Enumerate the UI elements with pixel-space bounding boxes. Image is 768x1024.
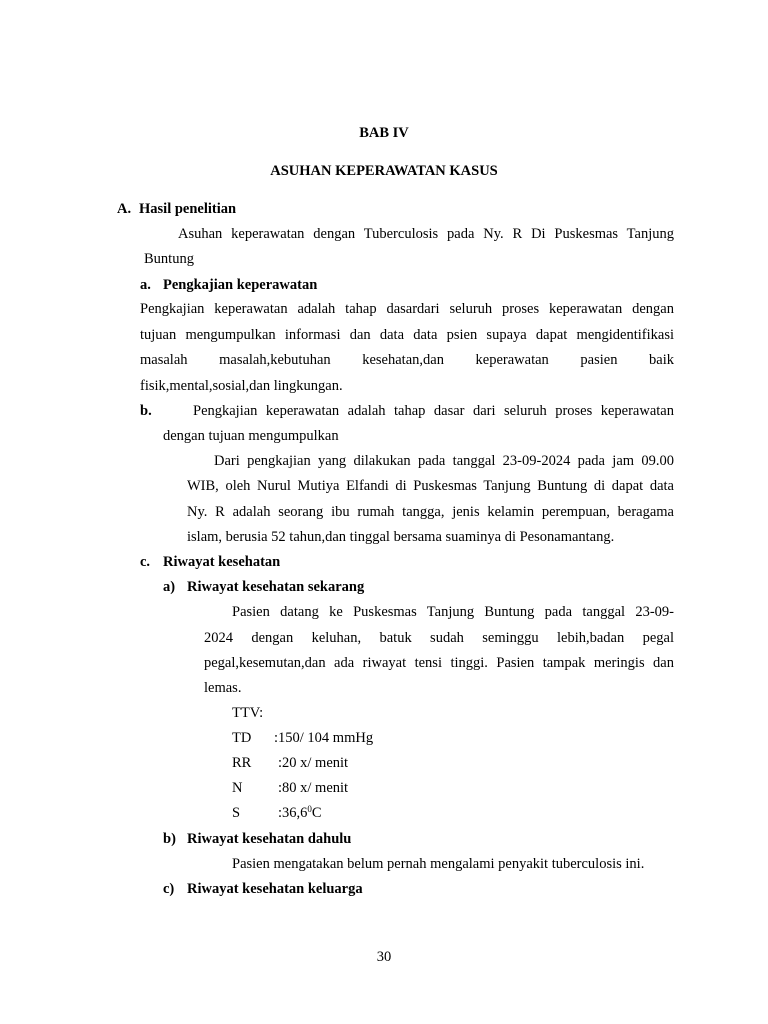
item-b-para-line-4: islam, berusia 52 tahun,dan tinggal bersama suaminya di Pesonamantang. [187, 529, 615, 545]
item-a-marker: a. [140, 277, 151, 293]
vital-value: :20 x/ menit [278, 755, 349, 771]
ttv-label: TTV: [232, 705, 264, 721]
sub-a-line-2: 2024 dengan keluhan, batuk sudah seminggu lebih,badan pegal [204, 630, 674, 646]
sub-a-line-4: lemas. [204, 680, 242, 696]
sub-b-title: Riwayat kesehatan dahulu [187, 831, 352, 847]
item-b-line-1: Pengkajian keperawatan adalah tahap dasar dari seluruh proses keperawatan [193, 403, 674, 419]
sub-a-line-1: Pasien datang ke Puskesmas Tanjung Buntung pada tanggal 23-09- [232, 604, 674, 620]
vital-value: :80 x/ menit [278, 780, 349, 796]
item-a-line-4: fisik,mental,sosial,dan lingkungan. [140, 378, 343, 394]
item-c-title: Riwayat kesehatan [163, 554, 281, 570]
item-c-marker: c. [140, 554, 151, 570]
temperature-unit: C [311, 805, 322, 821]
vital-label: S [232, 805, 241, 821]
sub-b-text: Pasien mengatakan belum pernah mengalami penyakit tuberculosis ini. [232, 856, 645, 872]
vital-value-temperature [278, 804, 322, 822]
vital-label: TD [232, 730, 252, 746]
section-a-title: Hasil penelitian [139, 201, 237, 217]
item-a-title: Pengkajian keperawatan [163, 277, 318, 293]
chapter-heading: BAB IV [359, 125, 409, 141]
item-b-marker: b. [140, 403, 152, 419]
item-a-line-3: masalah masalah,kebutuhan kesehatan,dan keperawatan pasien baik [140, 352, 674, 368]
section-a-marker: A. [117, 201, 132, 217]
temperature-number: :36,6 [278, 805, 308, 821]
sub-c-title: Riwayat kesehatan keluarga [187, 881, 363, 897]
vital-label: RR [232, 755, 252, 771]
vital-value: :150/ 104 mmHg [274, 730, 374, 746]
item-b-line-2: dengan tujuan mengumpulkan [163, 428, 339, 444]
intro-line-2: Buntung [144, 251, 194, 267]
sub-a-marker: a) [163, 579, 176, 595]
degree-superscript: 0 [307, 804, 312, 814]
sub-c-marker: c) [163, 881, 175, 897]
item-b-para-line-3: Ny. R adalah seorang ibu rumah tangga, jenis kelamin perempuan, beragama [187, 504, 674, 520]
sub-b-marker: b) [163, 831, 176, 847]
sub-a-line-3: pegal,kesemutan,dan ada riwayat tensi tinggi. Pasien tampak meringis dan [204, 655, 674, 671]
page-number: 30 [376, 949, 392, 965]
sub-a-title: Riwayat kesehatan sekarang [187, 579, 365, 595]
item-a-line-2: tujuan mengumpulkan informasi dan data data psien supaya dapat mengidentifikasi [140, 327, 674, 343]
chapter-title: ASUHAN KEPERAWATAN KASUS [270, 163, 498, 179]
vital-label: N [232, 780, 243, 796]
item-a-line-1: Pengkajian keperawatan adalah tahap dasardari seluruh proses keperawatan dengan [140, 301, 674, 317]
item-b-para-line-2: WIB, oleh Nurul Mutiya Elfandi di Puskesmas Tanjung Buntung di dapat data [187, 478, 674, 494]
item-b-para-line-1: Dari pengkajian yang dilakukan pada tanggal 23-09-2024 pada jam 09.00 [214, 453, 674, 469]
intro-line-1: Asuhan keperawatan dengan Tuberculosis pada Ny. R Di Puskesmas Tanjung [178, 226, 674, 242]
